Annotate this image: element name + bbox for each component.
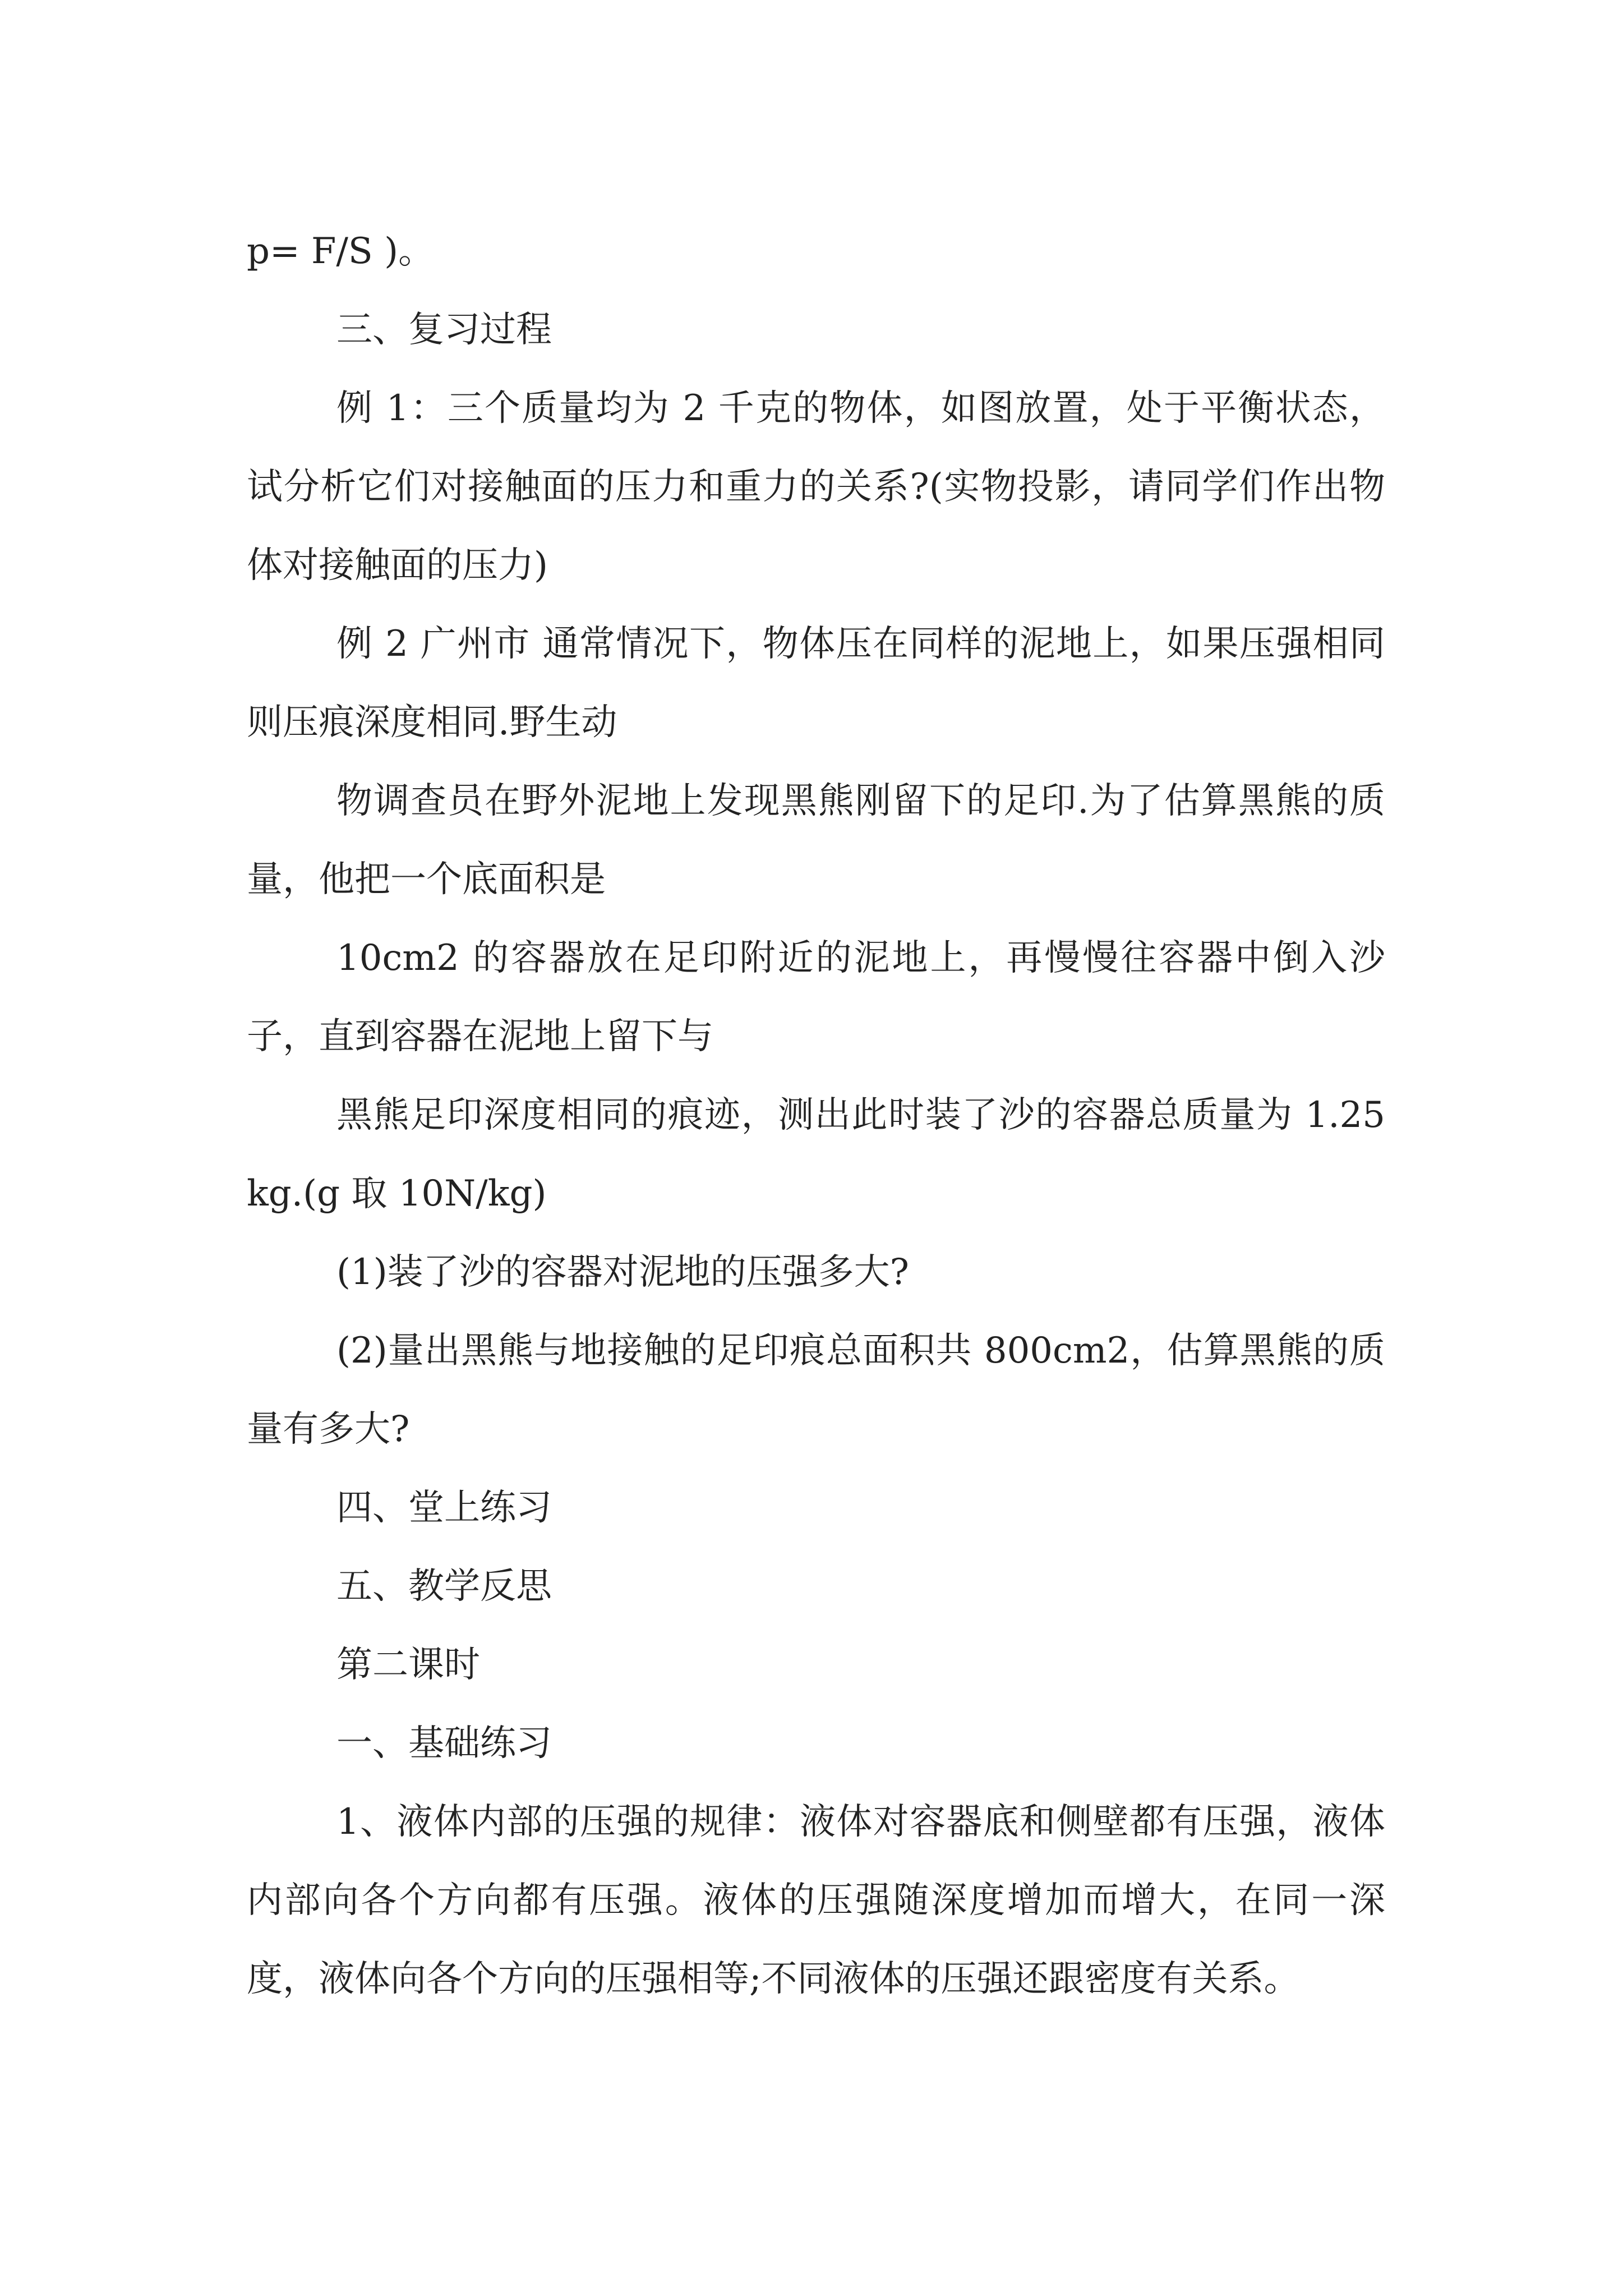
example-2-mass: 黑熊足印深度相同的痕迹，测出此时装了沙的容器总质量为 1.25 kg.(g 取 10N/kg) [247, 1094, 1385, 1214]
liquid-pressure-rule: 1、液体内部的压强的规律：液体对容器底和侧壁都有压强，液体内部向各个方向都有压强。液体的压强随深度增加而增大，在同一深度，液体向各个方向的压强相等;不同液体的压强还跟密度有关系。 [247, 1801, 1385, 2000]
question-1: (1)装了沙的容器对泥地的压强多大? [336, 1251, 909, 1293]
section-heading-classroom-practice: 四、堂上练习 [336, 1487, 552, 1529]
example-2-investigator: 物调查员在野外泥地上发现黑熊刚留下的足印.为了估算黑熊的质量，他把一个底面积是 [247, 780, 1385, 900]
question-2: (2)量出黑熊与地接触的足印痕总面积共 800cm2，估算黑熊的质量有多大? [247, 1330, 1385, 1450]
section-heading-teaching-reflection: 五、教学反思 [336, 1566, 552, 1607]
section-heading-basic-practice: 一、基础练习 [336, 1723, 552, 1764]
example-2-container: 10cm2 的容器放在足印附近的泥地上，再慢慢往容器中倒入沙子，直到容器在泥地上留下与 [247, 937, 1385, 1057]
lesson-heading-second-period: 第二课时 [336, 1644, 480, 1686]
document-body [247, 212, 1385, 2018]
example-2-intro: 例 2 广州市 通常情况下，物体压在同样的泥地上，如果压强相同则压痕深度相同.野生动 [247, 623, 1385, 743]
section-heading-review-process: 三、复习过程 [336, 309, 552, 351]
example-1: 例 1：三个质量均为 2 千克的物体，如图放置，处于平衡状态，试分析它们对接触面的压力和重力的关系?(实物投影，请同学们作出物体对接触面的压力) [247, 388, 1385, 586]
formula-line: p= F/S )。 [247, 231, 435, 272]
